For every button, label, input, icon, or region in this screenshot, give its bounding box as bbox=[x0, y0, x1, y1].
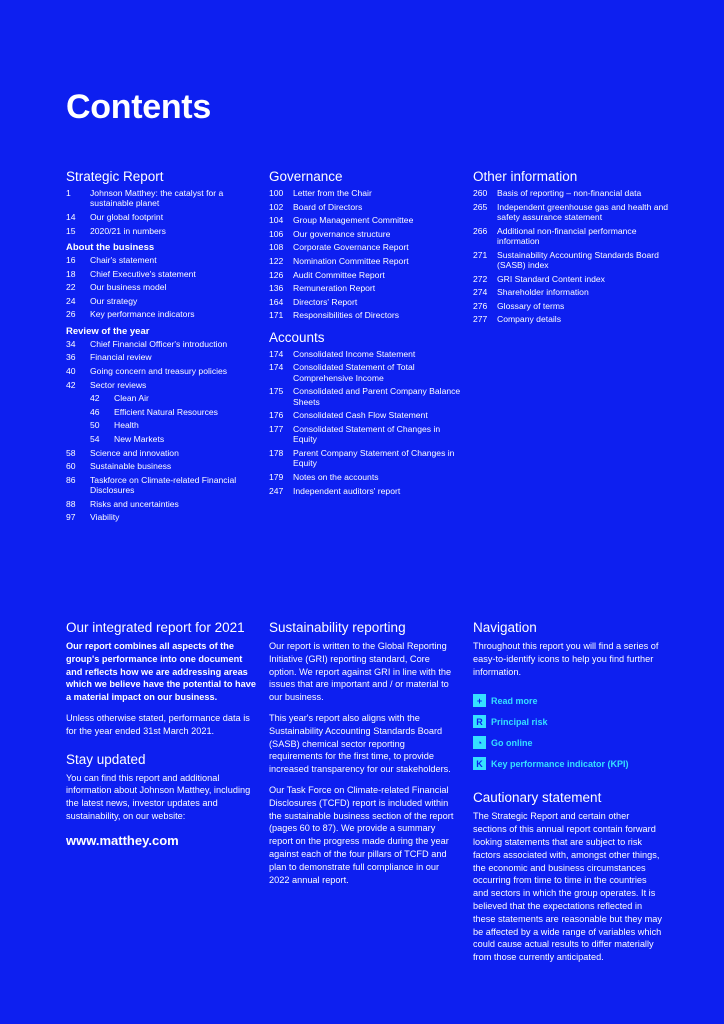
toc-page-number: 24 bbox=[66, 295, 76, 306]
toc-label: Glossary of terms bbox=[497, 300, 565, 311]
toc-page-number: 277 bbox=[473, 314, 488, 325]
toc-item[interactable] bbox=[66, 188, 262, 209]
strategic-report-heading: Strategic Report bbox=[66, 169, 164, 184]
toc-item[interactable] bbox=[473, 250, 669, 271]
sustainability-heading: Sustainability reporting bbox=[269, 620, 406, 635]
toc-label: Audit Committee Report bbox=[293, 269, 385, 280]
toc-item[interactable] bbox=[66, 407, 262, 417]
toc-item[interactable] bbox=[473, 274, 669, 284]
toc-item[interactable] bbox=[66, 296, 262, 306]
nav-label: Read more bbox=[491, 695, 538, 706]
toc-label: Directors' Report bbox=[293, 296, 358, 307]
toc-label: Financial review bbox=[90, 352, 152, 363]
toc-item[interactable] bbox=[269, 472, 465, 482]
toc-page-number: 16 bbox=[66, 255, 76, 265]
toc-item[interactable] bbox=[66, 499, 262, 509]
toc-page-number: 164 bbox=[269, 296, 284, 307]
toc-label: Notes on the accounts bbox=[293, 471, 379, 482]
integrated-report-heading: Our integrated report for 2021 bbox=[66, 620, 245, 635]
toc-page-number: 26 bbox=[66, 309, 76, 320]
toc-item[interactable] bbox=[269, 229, 465, 239]
toc-page-number: 136 bbox=[269, 283, 284, 294]
toc-item[interactable] bbox=[66, 255, 262, 265]
review-list bbox=[66, 339, 262, 523]
toc-label: Group Management Committee bbox=[293, 215, 414, 226]
toc-page-number: 36 bbox=[66, 352, 76, 363]
toc-page-number: 274 bbox=[473, 287, 488, 298]
toc-page-number: 34 bbox=[66, 338, 76, 349]
toc-page-number: 178 bbox=[269, 447, 284, 458]
toc-page-number: 104 bbox=[269, 215, 284, 226]
nav-kpi bbox=[473, 757, 663, 770]
toc-page-number: 40 bbox=[66, 365, 76, 376]
stay-updated-heading: Stay updated bbox=[66, 751, 146, 767]
toc-item[interactable] bbox=[473, 301, 669, 311]
page-title: Contents bbox=[66, 88, 211, 126]
toc-label: Basis of reporting – non-financial data bbox=[497, 188, 642, 198]
toc-label: Consolidated Statement of Total Comprehensive Income bbox=[293, 362, 415, 383]
toc-item[interactable] bbox=[269, 424, 465, 445]
toc-label: Our strategy bbox=[90, 295, 138, 306]
toc-item[interactable] bbox=[269, 188, 465, 198]
toc-page-number: 174 bbox=[269, 348, 284, 359]
toc-page-number: 14 bbox=[66, 212, 76, 222]
toc-label: Sustainable business bbox=[90, 461, 172, 472]
toc-item[interactable] bbox=[66, 512, 262, 522]
toc-label: Sustainability Accounting Standards Board (SASB) index bbox=[497, 249, 659, 270]
toc-page-number: 174 bbox=[269, 362, 284, 373]
toc-label: Sector reviews bbox=[90, 379, 147, 390]
toc-label: Chief Executive's statement bbox=[90, 268, 196, 279]
toc-label: Chair's statement bbox=[90, 255, 157, 265]
toc-label: Consolidated Statement of Changes in Equity bbox=[293, 423, 441, 445]
toc-label: Clean Air bbox=[114, 393, 149, 404]
nav-principal-risk bbox=[473, 715, 663, 728]
toc-item[interactable] bbox=[269, 486, 465, 496]
toc-item[interactable] bbox=[66, 212, 262, 222]
governance-heading: Governance bbox=[269, 169, 343, 184]
toc-page-number: 97 bbox=[66, 512, 76, 523]
toc-page-number: 46 bbox=[90, 406, 100, 417]
toc-label: Taskforce on Climate-related Financial Disclosures bbox=[90, 474, 237, 496]
toc-label: Our global footprint bbox=[90, 212, 164, 222]
go-online-icon: ◔ bbox=[473, 736, 486, 749]
stay-updated-body: You can find this report and additional information about Johnson Matthey, including the latest news, investor updates and sustainability, on our website: bbox=[66, 772, 251, 821]
toc-item[interactable] bbox=[269, 256, 465, 266]
toc-label: Shareholder information bbox=[497, 287, 589, 298]
toc-item[interactable] bbox=[269, 215, 465, 225]
toc-item[interactable] bbox=[66, 339, 262, 349]
sustainability-paragraph-1: Our report is written to the Global Reporting Initiative (GRI) reporting standard, Core option. We report against GRI in line with the issues that are important and / or material to our business. bbox=[269, 641, 452, 703]
toc-page-number: 247 bbox=[269, 485, 284, 496]
toc-page-number: 60 bbox=[66, 461, 76, 472]
toc-label: Our governance structure bbox=[293, 228, 391, 239]
toc-page-number: 100 bbox=[269, 188, 284, 198]
toc-page-number: 58 bbox=[66, 447, 76, 458]
toc-item[interactable] bbox=[66, 434, 262, 444]
integrated-report-body: Unless otherwise stated, performance data is for the year ended 31st March 2021. bbox=[66, 712, 250, 736]
navigation-body: Throughout this report you will find a series of easy-to-identify icons to help you find further information. bbox=[473, 641, 659, 677]
toc-label: Johnson Matthey: the catalyst for a sustainable planet bbox=[90, 188, 224, 209]
toc-item[interactable] bbox=[473, 287, 669, 297]
toc-label: Health bbox=[114, 420, 139, 431]
accounts-list bbox=[269, 349, 465, 496]
sustainability-reporting-section bbox=[269, 620, 455, 894]
toc-page-number: 265 bbox=[473, 201, 488, 212]
toc-label: Additional non-financial performance information bbox=[497, 225, 637, 246]
toc-label: Independent greenhouse gas and health and safety assurance statement bbox=[497, 201, 669, 222]
nav-label: Go online bbox=[491, 737, 533, 748]
toc-item[interactable] bbox=[269, 297, 465, 307]
governance-section bbox=[269, 169, 465, 499]
toc-label: Remuneration Report bbox=[293, 283, 376, 294]
toc-item[interactable] bbox=[269, 386, 465, 407]
toc-page-number: 15 bbox=[66, 225, 76, 236]
nav-label: Principal risk bbox=[491, 716, 548, 727]
cautionary-heading: Cautionary statement bbox=[473, 790, 602, 806]
toc-label: Nomination Committee Report bbox=[293, 255, 409, 266]
toc-page-number: 22 bbox=[66, 282, 76, 293]
toc-label: 2020/21 in numbers bbox=[90, 225, 166, 236]
toc-page-number: 271 bbox=[473, 249, 488, 260]
other-information-heading: Other information bbox=[473, 169, 578, 184]
toc-item[interactable] bbox=[66, 282, 262, 292]
toc-item[interactable] bbox=[66, 226, 262, 236]
toc-item[interactable] bbox=[269, 270, 465, 280]
toc-item[interactable] bbox=[66, 352, 262, 362]
toc-item[interactable] bbox=[66, 461, 262, 471]
toc-label: Consolidated Income Statement bbox=[293, 348, 416, 359]
toc-page-number: 176 bbox=[269, 410, 284, 421]
other-list bbox=[473, 188, 669, 325]
toc-label: Consolidated Cash Flow Statement bbox=[293, 410, 428, 421]
other-information-section bbox=[473, 169, 669, 328]
sustainability-paragraph-3: Our Task Force on Climate-related Financial Disclosures (TCFD) report is included within the sustainable business section of the report (pages 60 to 87). We provide a summary report on the progress made during the year against each of the four pillars of TCFD and plan to demonstrate full compliance in our 2022 annual report. bbox=[269, 784, 454, 885]
toc-item[interactable] bbox=[269, 349, 465, 359]
toc-page-number: 126 bbox=[269, 269, 284, 280]
toc-label: Efficient Natural Resources bbox=[114, 406, 218, 417]
toc-page-number: 50 bbox=[90, 420, 100, 431]
toc-label: New Markets bbox=[114, 433, 165, 444]
toc-page-number: 102 bbox=[269, 201, 284, 212]
toc-page-number: 276 bbox=[473, 300, 488, 311]
review-year-heading: Review of the year bbox=[66, 325, 150, 337]
toc-page-number: 266 bbox=[473, 225, 488, 236]
toc-label: Independent auditors' report bbox=[293, 485, 401, 496]
toc-page-number: 42 bbox=[90, 393, 100, 404]
toc-page-number: 42 bbox=[66, 379, 76, 390]
toc-item[interactable] bbox=[66, 448, 262, 458]
toc-label: Chief Financial Officer's introduction bbox=[90, 338, 228, 349]
toc-label: Going concern and treasury policies bbox=[90, 365, 228, 376]
nav-go-online bbox=[473, 736, 663, 749]
toc-item[interactable] bbox=[269, 410, 465, 420]
governance-list bbox=[269, 188, 465, 321]
toc-page-number: 171 bbox=[269, 310, 284, 321]
about-business-heading: About the business bbox=[66, 242, 155, 253]
nav-read-more bbox=[473, 694, 663, 707]
toc-label: Science and innovation bbox=[90, 447, 179, 458]
toc-label: GRI Standard Content index bbox=[497, 273, 605, 284]
navigation-legend bbox=[473, 694, 663, 770]
toc-label: Company details bbox=[497, 314, 562, 325]
integrated-report-lead: Our report combines all aspects of the group's performance into one document and reflects how we are addressing areas which we believe have the potential to have a material impact on our business. bbox=[66, 641, 256, 703]
toc-label: Responsibilities of Directors bbox=[293, 310, 400, 321]
toc-page-number: 175 bbox=[269, 386, 284, 397]
nav-label: Key performance indicator (KPI) bbox=[491, 758, 629, 769]
sustainability-paragraph-2: This year's report also aligns with the Sustainability Accounting Standards Board (SASB) chemical sector reporting requirements for the first time, to provide increased transparency for our stakeholders. bbox=[269, 712, 451, 775]
toc-item[interactable] bbox=[66, 269, 262, 279]
toc-item[interactable] bbox=[269, 310, 465, 320]
cautionary-body: The Strategic Report and certain other sections of this annual report contain forward looking statements that are subject to risk factors associated with, amongst other things, the economic and business circumstances occurring from time to time in the countries and sectors in which the group operates. It is believed that the expectations reflected in these statements are reasonable but they may be affected by a wide range of variables which could cause actual results to differ materially from those currently anticipated. bbox=[473, 811, 662, 963]
toc-item[interactable] bbox=[66, 420, 262, 430]
toc-label: Board of Directors bbox=[293, 201, 363, 212]
principal-risk-icon: R bbox=[473, 715, 486, 728]
toc-page-number: 106 bbox=[269, 228, 284, 239]
toc-page-number: 108 bbox=[269, 242, 284, 253]
strategic-list bbox=[66, 188, 262, 236]
toc-page-number: 179 bbox=[269, 471, 284, 482]
navigation-heading: Navigation bbox=[473, 620, 537, 635]
toc-label: Parent Company Statement of Changes in Equity bbox=[293, 447, 455, 469]
toc-item[interactable] bbox=[269, 202, 465, 212]
toc-item[interactable] bbox=[473, 202, 669, 223]
read-more-icon: + bbox=[473, 694, 486, 707]
toc-item[interactable] bbox=[66, 366, 262, 376]
toc-item[interactable] bbox=[473, 226, 669, 247]
toc-item[interactable] bbox=[66, 393, 262, 403]
toc-label: Viability bbox=[90, 512, 120, 523]
toc-label: Letter from the Chair bbox=[293, 188, 372, 198]
toc-page-number: 272 bbox=[473, 273, 488, 284]
toc-page-number: 86 bbox=[66, 474, 76, 485]
about-list bbox=[66, 255, 262, 320]
toc-item[interactable] bbox=[66, 380, 262, 390]
toc-label: Risks and uncertainties bbox=[90, 498, 179, 509]
toc-item[interactable] bbox=[269, 242, 465, 252]
toc-item[interactable] bbox=[66, 309, 262, 319]
toc-label: Key performance indicators bbox=[90, 309, 195, 320]
toc-page-number: 18 bbox=[66, 268, 76, 279]
toc-page-number: 122 bbox=[269, 255, 284, 266]
navigation-section bbox=[473, 620, 663, 972]
toc-page-number: 88 bbox=[66, 498, 76, 509]
toc-item[interactable] bbox=[473, 314, 669, 324]
strategic-report-section bbox=[66, 169, 262, 526]
toc-page-number: 260 bbox=[473, 188, 488, 198]
toc-label: Consolidated and Parent Company Balance Sheets bbox=[293, 386, 461, 407]
toc-item[interactable] bbox=[269, 283, 465, 293]
toc-page-number: 1 bbox=[66, 188, 71, 198]
toc-item[interactable] bbox=[269, 362, 465, 383]
toc-item[interactable] bbox=[473, 188, 669, 198]
toc-page-number: 54 bbox=[90, 433, 100, 444]
kpi-icon: K bbox=[473, 757, 486, 770]
website-link[interactable]: www.matthey.com bbox=[66, 832, 179, 848]
toc-page-number: 177 bbox=[269, 423, 284, 434]
toc-item[interactable] bbox=[269, 448, 465, 469]
toc-label: Our business model bbox=[90, 282, 167, 293]
toc-label: Corporate Governance Report bbox=[293, 242, 409, 253]
accounts-heading: Accounts bbox=[269, 329, 325, 345]
toc-item[interactable] bbox=[66, 475, 262, 496]
integrated-report-section bbox=[66, 620, 258, 848]
